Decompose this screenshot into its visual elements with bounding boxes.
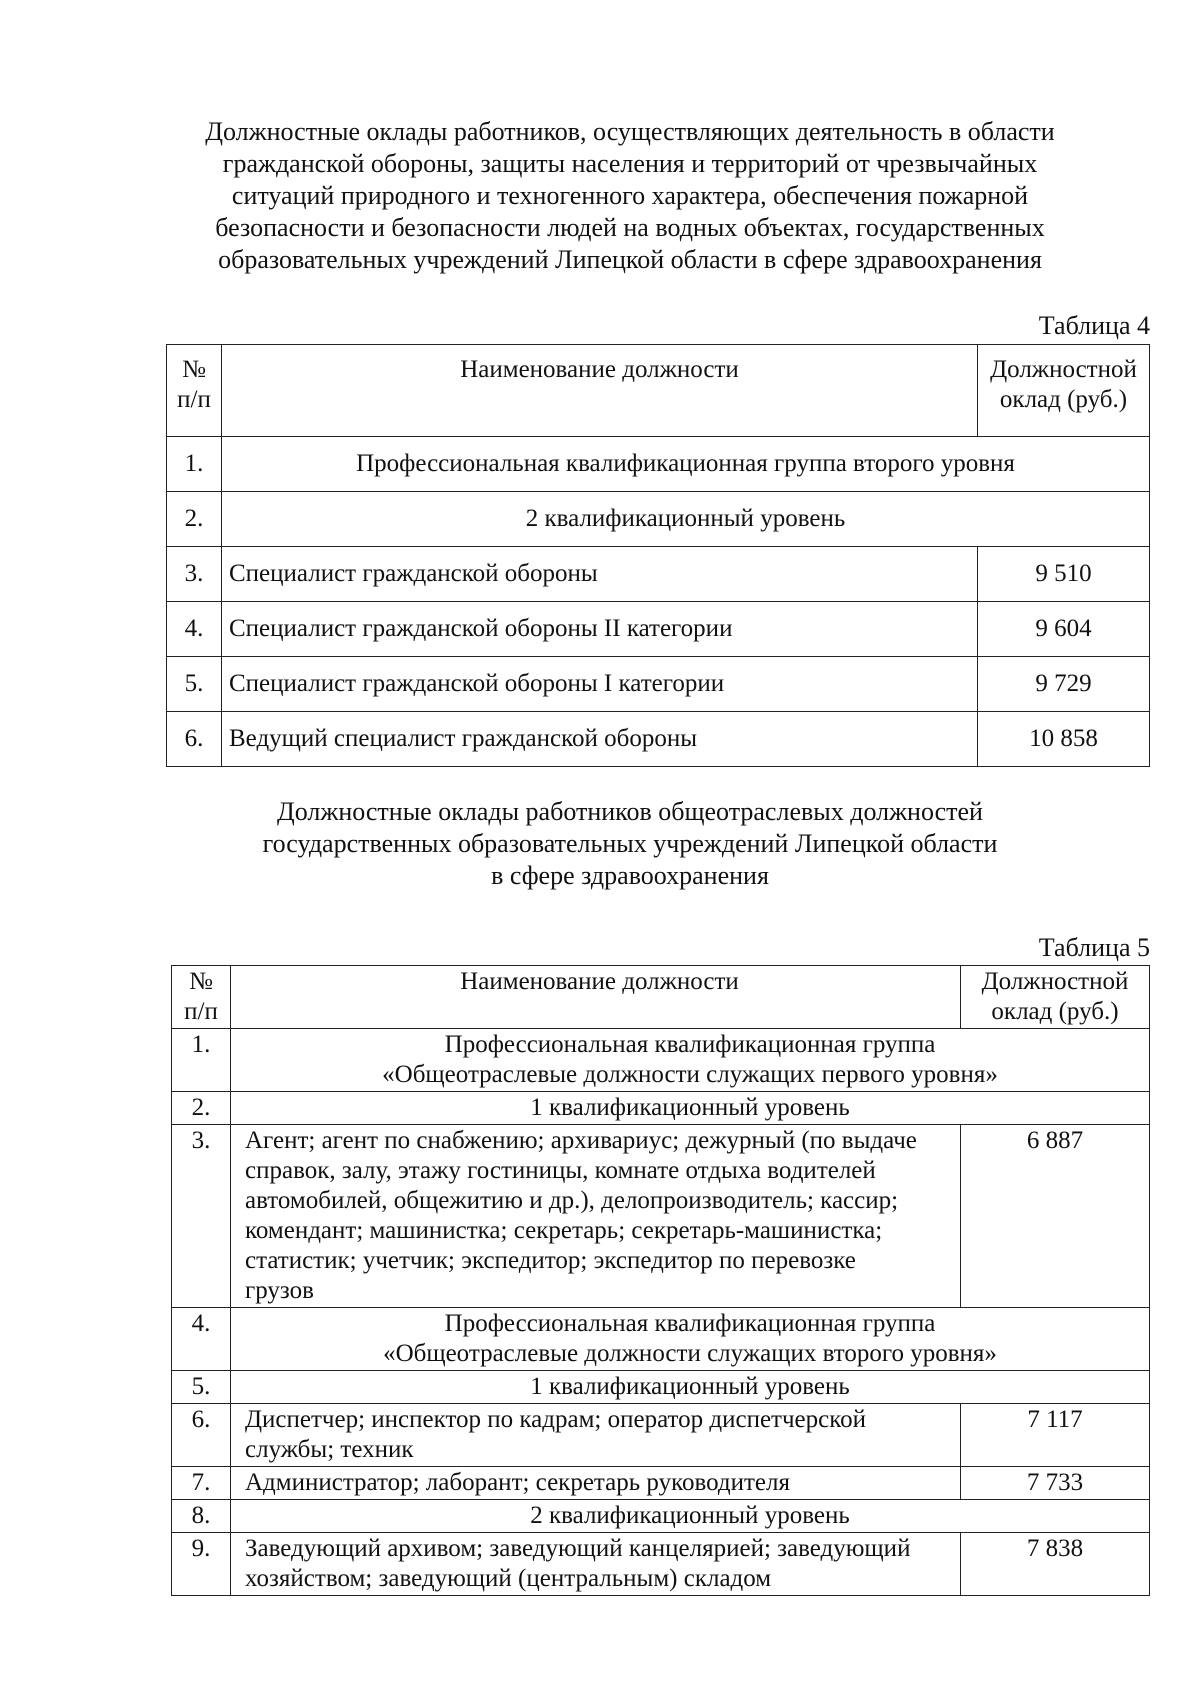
table-row bbox=[167, 602, 1150, 657]
table-header-row bbox=[167, 345, 1150, 437]
header-num: № п/п bbox=[172, 966, 231, 1029]
row-num: 4. bbox=[172, 1308, 231, 1371]
row-salary: 7 117 bbox=[961, 1404, 1150, 1467]
heading-line: образовательных учреждений Липецкой области в сфере здравоохранения bbox=[218, 245, 1042, 274]
row-num: 9. bbox=[172, 1533, 231, 1596]
table-row bbox=[167, 547, 1150, 602]
row-num: 3. bbox=[167, 547, 222, 602]
row-group: Профессиональная квалификационная группа «Общеотраслевые должности служащих первого уровня» bbox=[231, 1029, 1150, 1092]
row-num: 5. bbox=[167, 657, 222, 712]
heading-line: безопасности и безопасности людей на водных объектах, государственных bbox=[215, 213, 1045, 242]
row-salary: 7 733 bbox=[961, 1467, 1150, 1500]
row-position: Диспетчер; инспектор по кадрам; оператор диспетчерской службы; техник bbox=[231, 1404, 961, 1467]
table-row bbox=[167, 712, 1150, 767]
header-num: № п/п bbox=[167, 345, 222, 437]
table-5 bbox=[171, 965, 1150, 1596]
table-row bbox=[167, 492, 1150, 547]
row-salary: 9 604 bbox=[978, 602, 1150, 657]
row-num: 1. bbox=[167, 437, 222, 492]
header-salary: Должностной оклад (руб.) bbox=[961, 966, 1150, 1029]
row-num: 6. bbox=[172, 1404, 231, 1467]
table-row bbox=[172, 1029, 1150, 1092]
table5-label: Таблица 5 bbox=[1038, 933, 1150, 962]
row-num: 5. bbox=[172, 1371, 231, 1404]
table-row bbox=[172, 1371, 1150, 1404]
table-4 bbox=[166, 344, 1150, 767]
row-num: 2. bbox=[167, 492, 222, 547]
row-num: 6. bbox=[167, 712, 222, 767]
row-salary: 9 729 bbox=[978, 657, 1150, 712]
row-group: Профессиональная квалификационная группа «Общеотраслевые должности служащих второго уровня» bbox=[231, 1308, 1150, 1371]
row-num: 8. bbox=[172, 1500, 231, 1533]
table-row bbox=[167, 437, 1150, 492]
table-row bbox=[172, 1404, 1150, 1467]
table-row bbox=[172, 1533, 1150, 1596]
row-num: 7. bbox=[172, 1467, 231, 1500]
row-position: Специалист гражданской обороны I категории bbox=[222, 657, 978, 712]
row-level: 1 квалификационный уровень bbox=[231, 1092, 1150, 1125]
row-salary: 9 510 bbox=[978, 547, 1150, 602]
section2-heading bbox=[150, 796, 1110, 892]
header-name: Наименование должности bbox=[231, 966, 961, 1029]
table-row bbox=[167, 657, 1150, 712]
row-position: Администратор; лаборант; секретарь руководителя bbox=[231, 1467, 961, 1500]
table4-label: Таблица 4 bbox=[1038, 311, 1150, 340]
row-group: Профессиональная квалификационная группа второго уровня bbox=[222, 437, 1150, 492]
row-position: Агент; агент по снабжению; архивариус; дежурный (по выдаче справок, залу, этажу гостиницы, комнате отдыха водителей автомобилей, общежитию и др.), делопроизводитель; кассир; комендант; машинистка; секретарь; секретарь-машинистка; статистик; учетчик; экспедитор; экспедитор по перевозке грузов bbox=[231, 1125, 961, 1308]
heading-line: Должностные оклады работников общеотраслевых должностей bbox=[277, 797, 983, 826]
heading-line: ситуаций природного и техногенного характера, обеспечения пожарной bbox=[231, 181, 1029, 210]
row-level: 1 квалификационный уровень bbox=[231, 1371, 1150, 1404]
table-row bbox=[172, 1500, 1150, 1533]
row-level: 2 квалификационный уровень bbox=[222, 492, 1150, 547]
table-row bbox=[172, 1467, 1150, 1500]
row-salary: 6 887 bbox=[961, 1125, 1150, 1308]
row-level: 2 квалификационный уровень bbox=[231, 1500, 1150, 1533]
row-position: Специалист гражданской обороны II категории bbox=[222, 602, 978, 657]
row-salary: 10 858 bbox=[978, 712, 1150, 767]
heading-line: государственных образовательных учреждений Липецкой области bbox=[262, 829, 998, 858]
row-num: 3. bbox=[172, 1125, 231, 1308]
row-num: 2. bbox=[172, 1092, 231, 1125]
section1-heading bbox=[150, 116, 1110, 276]
table-row bbox=[172, 1092, 1150, 1125]
header-salary: Должностной оклад (руб.) bbox=[978, 345, 1150, 437]
row-num: 1. bbox=[172, 1029, 231, 1092]
row-salary: 7 838 bbox=[961, 1533, 1150, 1596]
row-num: 4. bbox=[167, 602, 222, 657]
header-name: Наименование должности bbox=[222, 345, 978, 437]
table-header-row bbox=[172, 966, 1150, 1029]
table-row bbox=[172, 1125, 1150, 1308]
heading-line: гражданской обороны, защиты населения и территорий от чрезвычайных bbox=[222, 149, 1038, 178]
row-position: Ведущий специалист гражданской обороны bbox=[222, 712, 978, 767]
heading-line: в сфере здравоохранения bbox=[491, 861, 769, 890]
table-row bbox=[172, 1308, 1150, 1371]
row-position: Заведующий архивом; заведующий канцелярией; заведующий хозяйством; заведующий (центральным) складом bbox=[231, 1533, 961, 1596]
heading-line: Должностные оклады работников, осуществляющих деятельность в области bbox=[205, 117, 1055, 146]
row-position: Специалист гражданской обороны bbox=[222, 547, 978, 602]
